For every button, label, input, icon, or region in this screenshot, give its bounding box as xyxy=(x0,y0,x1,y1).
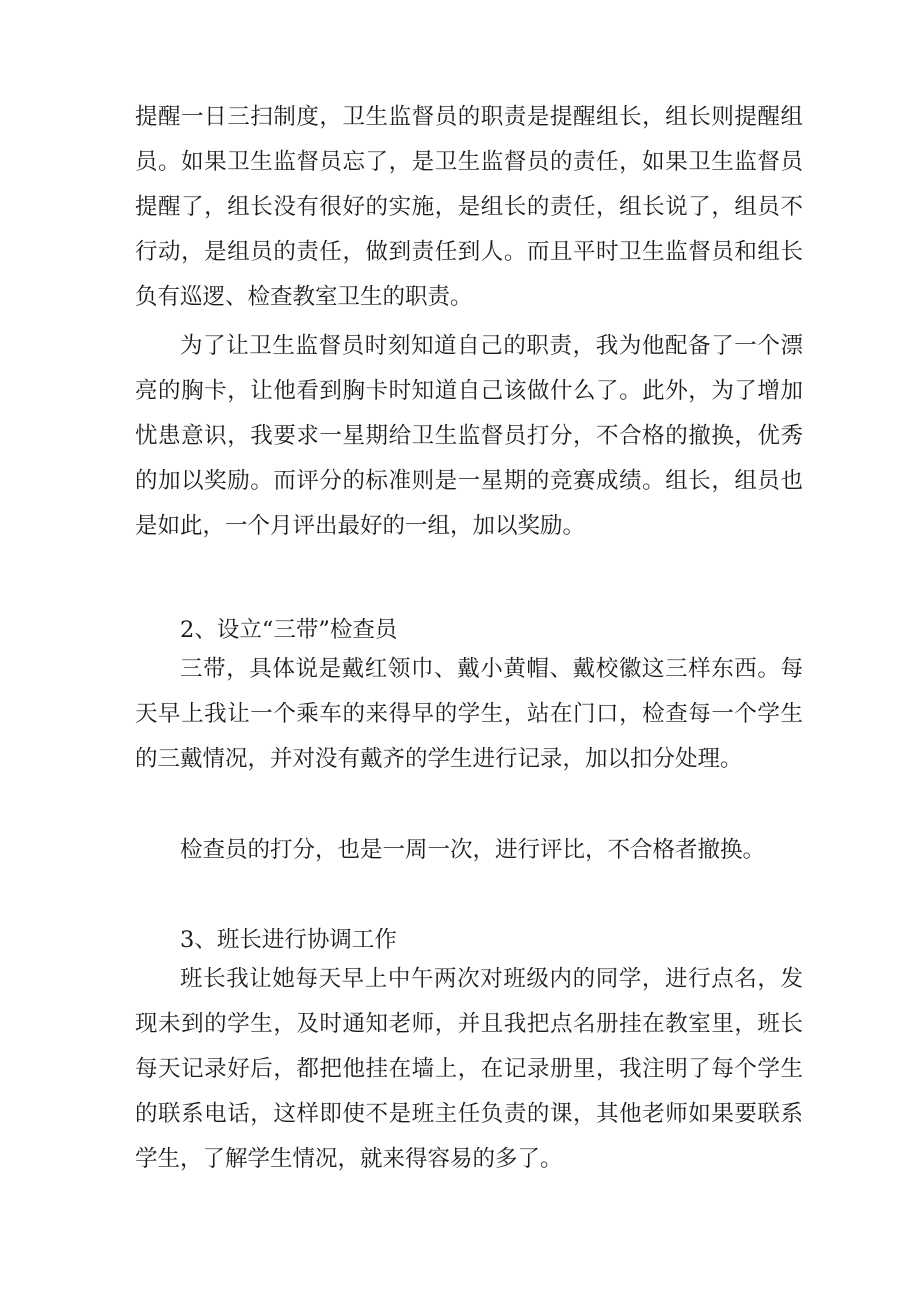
paragraph-badge-scoring: 为了让卫生监督员时刻知道自己的职责，我为他配备了一个漂亮的胸卡，让他看到胸卡时知道自己该做什么了。此外，为了增加忧患意识，我要求一星期给卫生监督员打分，不合格的撤换，优秀的加以奖励。而评分的标准则是一星期的竞赛成绩。组长，组员也是如此，一个月评出最好的一组，加以奖励。 xyxy=(135,333,803,539)
paragraph-three-items: 三带，具体说是戴红领巾、戴小黄帽、戴校徽这三样东西。每天早上我让一个乘车的来得早的学生，站在门口，检查每一个学生的三戴情况，并对没有戴齐的学生进行记录，加以扣分处理。 xyxy=(135,656,803,772)
paragraph-inspector-scoring: 检查员的打分，也是一周一次，进行评比，不合格者撤换。 xyxy=(180,837,766,863)
section-heading-monitor: 3、班长进行协调工作 xyxy=(180,927,397,953)
paragraph-roll-call: 班长我让她每天早上中午两次对班级内的同学，进行点名，发现未到的学生，及时通知老师，并且我把点名册挂在教室里，班长每天记录好后，都把他挂在墙上，在记录册里，我注明了每个学生的联系电话，这样即使不是班主任负责的课，其他老师如果要联系学生，了解学生情况，就来得容易的多了。 xyxy=(135,966,803,1172)
section-heading-inspector: 2、设立“三带”检查员 xyxy=(180,617,398,643)
paragraph-hygiene-duties: 提醒一日三扫制度，卫生监督员的职责是提醒组长，组长则提醒组员。如果卫生监督员忘了，是卫生监督员的责任，如果卫生监督员提醒了，组长没有很好的实施，是组长的责任，组长说了，组员不行动，是组员的责任，做到责任到人。而且平时卫生监督员和组长负有巡逻、检查教室卫生的职责。 xyxy=(135,104,803,310)
